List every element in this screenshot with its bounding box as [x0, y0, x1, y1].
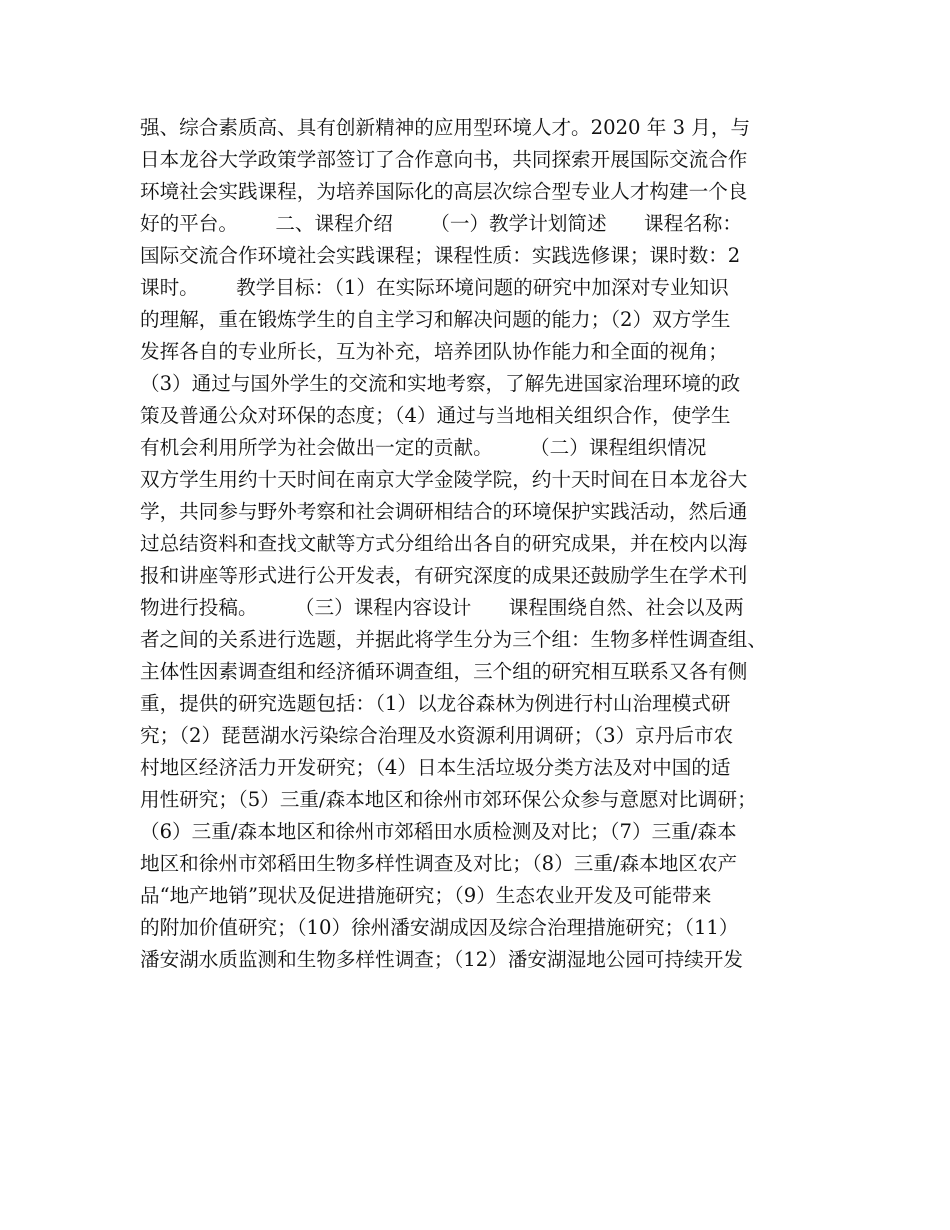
text-line-1: 强、综合素质高、具有创新精神的应用型环境人才。2020 年 3 月，与	[140, 116, 751, 139]
text-line-8: 发挥各自的专业所长，互为补充，培养团队协作能力和全面的视角；	[140, 340, 728, 363]
text-line-12: 双方学生用约十天时间在南京大学金陵学院，约十天时间在日本龙谷大	[140, 468, 748, 491]
text-line-4: 好的平台。 二、课程介绍 （一）教学计划简述 课程名称：	[140, 212, 742, 235]
text-line-2: 日本龙谷大学政策学部签订了合作意向书，共同探索开展国际交流合作	[140, 148, 748, 171]
text-line-14: 过总结资料和查找文献等方式分组给出各自的研究成果，并在校内以海	[140, 532, 748, 555]
text-line-6: 课时。 教学目标：（1）在实际环境问题的研究中加深对专业知识	[140, 276, 729, 299]
text-line-24: 地区和徐州市郊稻田生物多样性调查及对比；（8）三重/森本地区农产	[140, 852, 738, 875]
text-line-25: 品“地产地销”现状及促进措施研究；（9）生态农业开发及可能带来	[140, 884, 712, 907]
text-line-5: 国际交流合作环境社会实践课程；课程性质：实践选修课；课时数：2	[140, 244, 741, 267]
text-line-17: 者之间的关系进行选题，并据此将学生分为三个组：生物多样性调查组、	[140, 628, 767, 651]
text-line-26: 的附加价值研究；（10）徐州潘安湖成因及综合治理措施研究；（11）	[140, 916, 739, 939]
text-line-18: 主体性因素调查组和经济循环调查组，三个组的研究相互联系又各有侧	[140, 660, 748, 683]
text-line-27: 潘安湖水质监测和生物多样性调查；（12）潘安湖湿地公园可持续开发	[140, 948, 743, 971]
text-line-13: 学，共同参与野外考察和社会调研相结合的环境保护实践活动，然后通	[140, 500, 748, 523]
text-line-20: 究；（2）琵琶湖水污染综合治理及水资源利用调研；（3）京丹后市农	[140, 724, 734, 747]
body-text	[140, 112, 830, 976]
text-line-21: 村地区经济活力开发研究；（4）日本生活垃圾分类方法及对中国的适	[140, 756, 731, 779]
text-line-11: 有机会利用所学为社会做出一定的贡献。 （二）课程组织情况	[140, 436, 707, 459]
text-line-23: （6）三重/森本地区和徐州市郊稻田水质检测及对比；（7）三重/森本	[140, 820, 737, 843]
text-line-16: 物进行投稿。 （三）课程内容设计 课程围绕自然、社会以及两	[140, 596, 744, 619]
text-line-7: 的理解，重在锻炼学生的自主学习和解决问题的能力；（2）双方学生	[140, 308, 731, 331]
text-line-19: 重，提供的研究选题包括：（1）以龙谷森林为例进行村山治理模式研	[140, 692, 731, 715]
text-line-22: 用性研究；（5）三重/森本地区和徐州市郊环保公众参与意愿对比调研；	[140, 788, 757, 811]
text-line-15: 报和讲座等形式进行公开发表，有研究深度的成果还鼓励学生在学术刊	[140, 564, 748, 587]
text-line-9: （3）通过与国外学生的交流和实地考察，了解先进国家治理环境的政	[140, 372, 741, 395]
text-line-3: 环境社会实践课程，为培养国际化的高层次综合型专业人才构建一个良	[140, 180, 748, 203]
text-line-10: 策及普通公众对环保的态度；（4）通过与当地相关组织合作，使学生	[140, 404, 731, 427]
